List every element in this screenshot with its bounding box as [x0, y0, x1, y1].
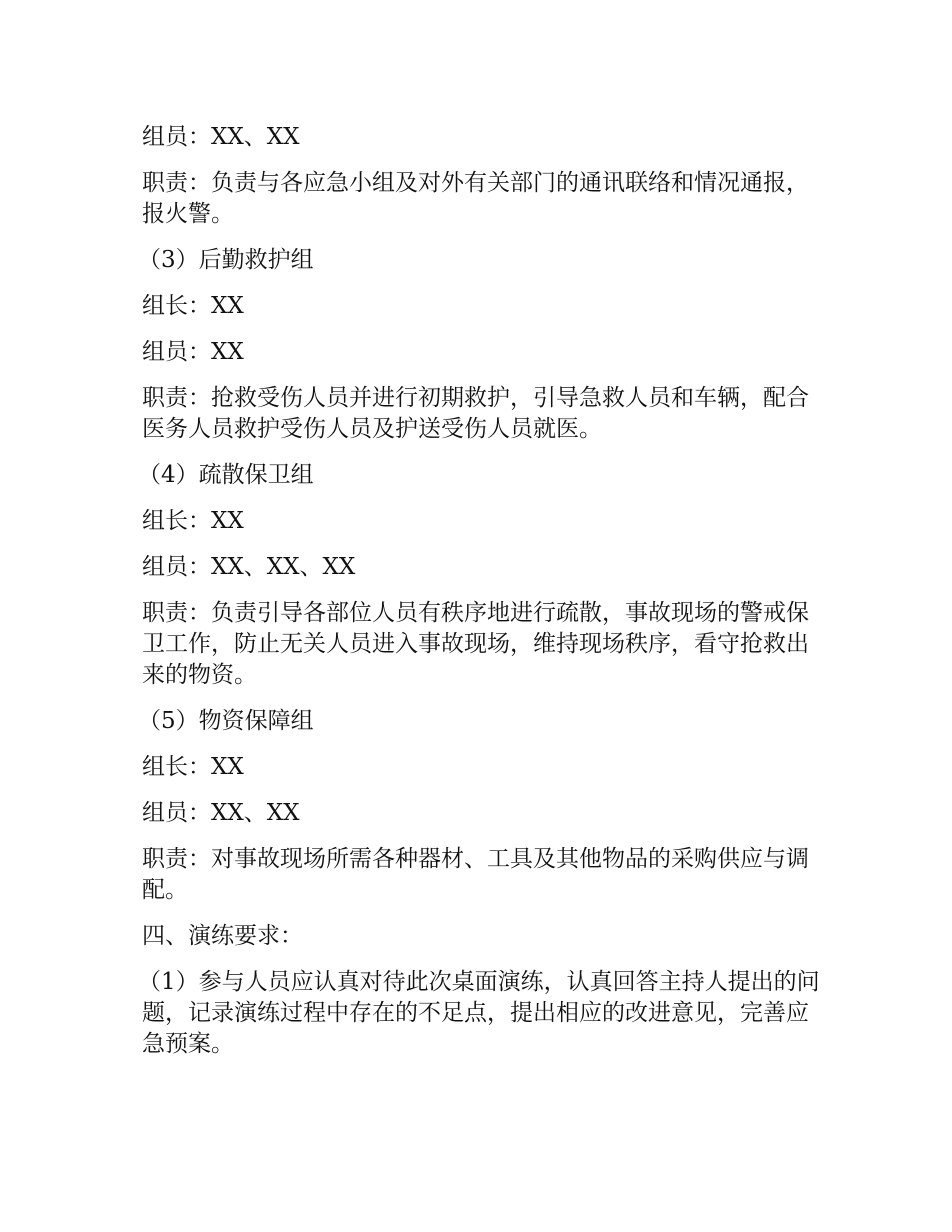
requirement-item: （1）参与人员应认真对待此次桌面演练，认真回答主持人提出的问题，记录演练过程中存在的不足点，提出相应的改进意见，完善应急预案。	[138, 969, 820, 1057]
duty-paragraph: 职责：负责引导各部位人员有秩序地进行疏散，事故现场的警戒保卫工作，防止无关人员进入事故现场，维持现场秩序，看守抢救出来的物资。	[142, 600, 809, 688]
document-page	[138, 122, 822, 1075]
section-title-drill-requirements: 四、演练要求：	[142, 923, 303, 949]
members-line: 组员：XX、XX、XX	[142, 554, 356, 580]
members-line: 组员：XX	[142, 339, 244, 365]
leader-line: 组长：XX	[142, 754, 244, 780]
section-heading-evacuation-security: （4）疏散保卫组	[138, 462, 314, 488]
duty-paragraph: 职责：对事故现场所需各种器材、工具及其他物品的采购供应与调配。	[142, 846, 809, 903]
leader-line: 组长：XX	[142, 508, 244, 534]
section-heading-material-support: （5）物资保障组	[138, 708, 314, 734]
members-line: 组员：XX、XX	[142, 124, 300, 150]
members-line: 组员：XX、XX	[142, 800, 300, 826]
leader-line: 组长：XX	[142, 293, 244, 319]
duty-paragraph: 职责：抢救受伤人员并进行初期救护，引导急救人员和车辆，配合医务人员救护受伤人员及护送受伤人员就医。	[142, 385, 809, 442]
section-heading-logistics-rescue: （3）后勤救护组	[138, 247, 314, 273]
duty-paragraph: 职责：负责与各应急小组及对外有关部门的通讯联络和情况通报，报火警。	[142, 170, 809, 227]
